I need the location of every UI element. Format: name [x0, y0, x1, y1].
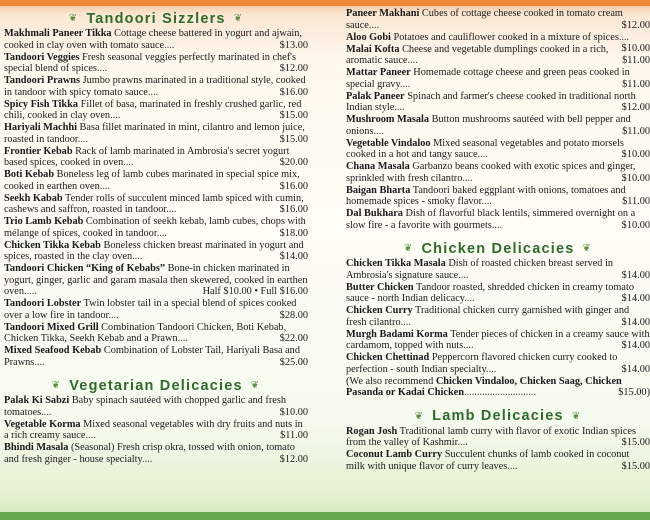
menu-item: Tandoori Mixed Grill Combination Tandoori Chicken, Boti Kebab, Chicken Tikka, Seekh Kebab and a Prawn.... $22.00: [4, 321, 308, 344]
dish-price: $10.00: [621, 43, 650, 54]
dish-price: $14.00: [621, 293, 650, 304]
dish-name: Bhindi Masala: [4, 442, 69, 453]
menu-item: Vegetable Korma Mixed seasonal vegetables with dry fruits and nuts in a rich creamy sauce.... $11.00: [4, 418, 308, 441]
dish-name: Coconut Lamb Curry: [346, 449, 443, 460]
menu-item: Makhmali Paneer Tikka Cottage cheese battered in yogurt and ajwain, cooked in clay oven with tomato sauce.... $13.00: [4, 28, 308, 51]
section-title-lamb: [346, 407, 650, 426]
dish-name: Rogan Josh: [346, 425, 398, 437]
menu-item: Chicken Chettinad Peppercorn flavored chicken curry cooked to perfection - south Indian specialty.... $14.00: [346, 352, 650, 375]
menu-item: Chicken Tikka Kebab Boneless chicken breast marinated in yogurt and spices, roasted in the clay oven.... $14.00: [4, 239, 308, 262]
menu-item: Malai Kofta Cheese and vegetable dumplings cooked in a rich, aromatic sauce.... $11.00: [346, 43, 650, 66]
dish-name: Makhmali Paneer Tikka: [4, 28, 112, 39]
dish-description: Potatoes and cauliflower cooked in a mixture of spices: [393, 31, 619, 43]
menu-item: Chicken Tikka Masala Dish of roasted chicken breast served in Ambrosia's signature sauce.... $14.00: [346, 258, 650, 281]
dish-price: $28.00: [279, 309, 308, 321]
dish-price: $15.00: [279, 133, 308, 145]
chicken-items: [346, 258, 650, 375]
dish-price: $20.00: [279, 157, 308, 168]
leaf-ornament-icon: ❦: [250, 380, 261, 391]
vegetarian-items-left: [4, 395, 308, 465]
note-price: $15.00): [618, 387, 650, 398]
dish-price: $10.00: [279, 406, 308, 418]
dish-price: $18.00: [279, 227, 308, 239]
menu-item: Chicken Curry Traditional chicken curry garnished with ginger and fresh cilantro.... $14.00: [346, 305, 650, 328]
dish-price: $25.00: [279, 356, 308, 368]
section-title-text: Vegetarian Delicacies: [69, 377, 243, 394]
menu-item: Frontier Kebab Rack of lamb marinated in Ambrosia's secret yogurt based spices, cooked in oven.... $20.00: [4, 145, 308, 168]
dish-name: Paneer Makhani: [346, 8, 420, 19]
dish-name: Spicy Fish Tikka: [4, 98, 79, 110]
dish-description: Boneless chicken breast marinated in yogurt and spices, roasted in the clay oven: [4, 239, 304, 262]
dish-price: $12.00: [621, 19, 650, 31]
dish-name: Tandoori Veggies: [4, 51, 80, 63]
dish-name: Mattar Paneer: [346, 67, 411, 78]
dish-price: $10.00: [621, 219, 650, 231]
dish-name: Mushroom Masala: [346, 114, 430, 125]
dish-description: Traditional chicken curry garnished with ginger and fresh cilantro: [346, 305, 630, 328]
dish-description: Succulent chunks of lamb cooked in coconut milk with unique flavor of curry leaves: [346, 449, 630, 472]
dish-price: $16.00: [279, 180, 308, 192]
dish-name: Tandoori Chicken “King of Kebabs”: [4, 263, 165, 274]
dish-name: Malai Kofta: [346, 43, 400, 55]
dish-description: Jumbo prawns marinated in a traditional style, cooked in tandoor with spicy tomato sauce: [4, 75, 306, 98]
dish-price: $15.00: [621, 460, 650, 472]
dish-price: $14.00: [621, 316, 650, 328]
menu-item: Rogan Josh Traditional lamb curry with flavor of exotic Indian spices from the valley of Kashmir.... $15.00: [346, 425, 650, 448]
dish-name: Vegetable Korma: [4, 418, 81, 430]
dish-description: Traditional lamb curry with flavor of exotic Indian spices from the valley of Kashmir: [346, 425, 637, 448]
dish-description: (Seasonal) Fresh crisp okra, tossed with onion, tomato and fresh ginger - house specialty: [4, 442, 295, 465]
leaf-ornament-icon: ❦: [403, 243, 414, 254]
menu-item: Boti Kebab Boneless leg of lamb cubes marinated in special spice mix, cooked in earthen oven.... $16.00: [4, 169, 308, 192]
leaf-ornament-icon: ❦: [51, 380, 62, 391]
dish-price: $12.00: [279, 453, 308, 465]
menu-item: Vegetable Vindaloo Mixed seasonal vegetables and potato morsels cooked in a hot and tangy sauce.... $10.00: [346, 137, 650, 160]
dish-price: $14.00: [621, 340, 650, 351]
leaf-ornament-icon: ❦: [414, 410, 425, 422]
dish-name: Tandoori Lobster: [4, 298, 82, 309]
dish-price: $11.00: [622, 55, 650, 66]
dish-price: Half $10.00 • Full $16.00: [202, 286, 308, 297]
dish-description: Cubes of cottage cheese cooked in tomato cream sauce: [346, 8, 623, 31]
note-dishes: Chicken Vindaloo, Chicken Saag, Chicken Pasanda or Kadai Chicken: [346, 375, 622, 398]
dish-description: Tender pieces of chicken in a creamy sauce with cardamom, topped with nuts: [346, 328, 650, 351]
menu-item: Dal Bukhara Dish of flavorful black lentils, simmered overnight on a slow fire - a favorite with gourmets.... $10.00: [346, 208, 650, 231]
section-title-text: Chicken Delicacies: [421, 240, 575, 257]
dish-description: Boneless leg of lamb cubes marinated in special spice mix, cooked in earthen oven: [4, 169, 300, 192]
dish-description: Peppercorn flavored chicken curry cooked to perfection - south Indian specialty: [346, 352, 618, 375]
dish-name: Murgh Badami Korma: [346, 328, 448, 340]
menu-item: Tandoori Chicken “King of Kebabs” Bone-in chicken marinated in yogurt, ginger, garlic and garam masala then skewered, cooked in earthen oven..... Half $10.00 • Full $16.00: [4, 263, 308, 297]
top-color-band: [0, 0, 650, 6]
dish-name: Aloo Gobi: [346, 31, 391, 43]
menu-item: Palak Paneer Spinach and farmer's cheese cooked in traditional north Indian style.... $12.00: [346, 90, 650, 113]
menu-item: Mattar Paneer Homemade cottage cheese and green peas cooked in special gravy.... $11.00: [346, 67, 650, 90]
dish-description: Fillet of basa, marinated in freshly crushed garlic, red chili, cooked in clay oven: [4, 98, 302, 121]
dish-name: Trio Lamb Kebab: [4, 216, 84, 227]
dish-price: $11.00: [280, 430, 308, 441]
section-title-text: Lamb Delicacies: [432, 408, 564, 424]
menu-item: Aloo Gobi Potatoes and cauliflower cooked in a mixture of spices.... $10.00: [346, 31, 650, 54]
dish-name: Tandoori Prawns: [4, 75, 81, 86]
menu-item: Spicy Fish Tikka Fillet of basa, marinated in freshly crushed garlic, red chili, cooked in clay oven.... $15.00: [4, 98, 308, 121]
dish-description: Spinach and farmer's cheese cooked in traditional north Indian style: [346, 90, 636, 113]
leaf-ornament-icon: ❦: [68, 13, 79, 24]
dish-name: Seekh Kabab: [4, 192, 63, 204]
dish-price: $11.00: [622, 196, 650, 207]
dish-description: Homemade cottage cheese and green peas cooked in special gravy: [346, 67, 630, 90]
dish-name: Boti Kebab: [4, 169, 55, 180]
dish-price: $22.00: [279, 333, 308, 344]
dish-description: Combination of Lobster Tail, Hariyali Basa and Prawns: [4, 345, 300, 368]
dish-description: Bone-in chicken marinated in yogurt, ginger, garlic and garam masala then skewered, cooked in earthen oven.: [4, 263, 308, 297]
section-title-chicken: [346, 239, 650, 258]
dish-name: Tandoori Mixed Grill: [4, 321, 99, 333]
menu-item: Seekh Kabab Tender rolls of succulent minced lamb spiced with cumin, cashews and saffron, roasted in tandoor.... $16.00: [4, 192, 308, 215]
section-title-vegetarian: [4, 376, 308, 395]
chicken-recommendation-note: (We also recommend Chicken Vindaloo, Chicken Saag, Chicken Pasanda or Kadai Chicken............................ $15.00): [346, 375, 650, 398]
dish-name: Frontier Kebab: [4, 145, 73, 157]
menu-item: Tandoori Prawns Jumbo prawns marinated in a traditional style, cooked in tandoor with spicy tomato sauce.... $16.00: [4, 75, 308, 98]
dish-price: $13.00: [279, 39, 308, 51]
menu-left-column: [4, 8, 308, 466]
menu-item: Butter Chicken Tandoor roasted, shredded chicken in creamy tomato sauce - north Indian delicacy.... $14.00: [346, 281, 650, 304]
menu-item: Bhindi Masala (Seasonal) Fresh crisp okra, tossed with onion, tomato and fresh ginger - house specialty.... $12.00: [4, 442, 308, 465]
dish-price: $15.00: [621, 437, 650, 448]
dish-description: Basa fillet marinated in mint, cilantro and lemon juice, roasted in tandoor: [4, 122, 305, 145]
dish-name: Palak Ki Sabzi: [4, 395, 70, 406]
dish-name: Vegetable Vindaloo: [346, 137, 431, 149]
dish-description: Garbanzo beans cooked with exotic spices and ginger, sprinkled with fresh cilantro: [346, 161, 636, 184]
note-prefix: (We also recommend: [346, 375, 434, 387]
dish-name: Mixed Seafood Kebab: [4, 345, 102, 356]
dish-description: Tandoor roasted, shredded chicken in creamy tomato sauce - north Indian delicacy: [346, 281, 635, 304]
bottom-color-band: [0, 512, 650, 520]
dish-description: Mixed seasonal vegetables and potato morsels cooked in a hot and tangy sauce: [346, 137, 624, 160]
dish-name: Hariyali Machhi: [4, 122, 77, 133]
leaf-ornament-icon: ❦: [571, 410, 582, 422]
menu-item: Tandoori Lobster Twin lobster tail in a special blend of spices cooked over a low fire in tandoor.... $28.00: [4, 298, 308, 321]
dish-name: Butter Chicken: [346, 281, 414, 293]
menu-item: Mushroom Masala Button mushrooms sautéed with bell pepper and onions.... $11.00: [346, 114, 650, 137]
section-title-text: Tandoori Sizzlers: [86, 10, 226, 27]
dish-description: Combination of seekh kebab, lamb cubes, chops with mélange of spices, cooked in tandoor: [4, 216, 306, 239]
tandoori-items: [4, 28, 308, 368]
dish-description: Rack of lamb marinated in Ambrosia's secret yogurt based spices, cooked in oven: [4, 145, 290, 168]
leaf-ornament-icon: ❦: [233, 13, 244, 24]
dish-name: Chicken Tikka Kebab: [4, 239, 101, 251]
dish-description: Dish of roasted chicken breast served in Ambrosia's signature sauce: [346, 258, 614, 281]
leaf-ornament-icon: ❦: [582, 243, 593, 254]
menu-item: Murgh Badami Korma Tender pieces of chicken in a creamy sauce with cardamom, topped with nuts.... $14.00: [346, 328, 650, 351]
dish-description: Mixed seasonal vegetables with dry fruits and nuts in a rich creamy sauce: [4, 418, 303, 441]
menu-item: Palak Ki Sabzi Baby spinach sautéed with chopped garlic and fresh tomatoes.... $10.00: [4, 395, 308, 418]
dish-price: $12.00: [621, 102, 650, 113]
dish-name: Chicken Chettinad: [346, 352, 430, 363]
dish-description: Tandoori baked eggplant with onions, tomatoes and homemade spices - smoky flavor: [346, 184, 626, 207]
dish-price: $10.00: [621, 149, 650, 160]
menu-item: Chana Masala Garbanzo beans cooked with exotic spices and ginger, sprinkled with fresh cilantro.... $10.00: [346, 161, 650, 184]
dish-description: Combination Tandoori Chicken, Boti Kebab, Chicken Tikka, Seekh Kebab and a Prawn: [4, 321, 287, 344]
menu-item: Mixed Seafood Kebab Combination of Lobster Tail, Hariyali Basa and Prawns.... $25.00: [4, 345, 308, 368]
dish-price: $10.00: [621, 172, 650, 184]
dish-description: Dish of flavorful black lentils, simmered overnight on a slow fire - a favorite with gourmets: [346, 208, 636, 231]
menu-item: Tandoori Veggies Fresh seasonal veggies perfectly marinated in chef's special blend of spices.... $12.00: [4, 51, 308, 74]
dish-price: $11.00: [622, 78, 650, 90]
dish-name: Chicken Tikka Masala: [346, 258, 446, 269]
dish-description: Twin lobster tail in a special blend of spices cooked over a low fire in tandoor: [4, 298, 297, 321]
dish-name: Palak Paneer: [346, 90, 405, 102]
lamb-items: [346, 426, 650, 473]
dish-description: Button mushrooms sautéed with bell pepper and onions: [346, 114, 631, 137]
section-title-tandoori: [4, 9, 308, 28]
dish-description: Cottage cheese battered in yogurt and ajwain, cooked in clay oven with tomato sauce: [4, 28, 303, 51]
dish-price: $14.00: [621, 269, 650, 281]
dish-description: Tender rolls of succulent minced lamb spiced with cumin, cashews and saffron, roasted in tandoor: [4, 192, 304, 215]
dish-price: $16.00: [279, 86, 308, 98]
menu-item: Coconut Lamb Curry Succulent chunks of lamb cooked in coconut milk with unique flavor of curry leaves.... $15.00: [346, 449, 650, 472]
menu-item: Baigan Bharta Tandoori baked eggplant with onions, tomatoes and homemade spices - smoky flavor.... $11.00: [346, 184, 650, 207]
menu-right-column: [346, 8, 650, 473]
dish-description: Fresh seasonal veggies perfectly marinated in chef's special blend of spices: [4, 51, 297, 74]
dish-price: $14.00: [621, 363, 650, 375]
dish-price: $15.00: [279, 110, 308, 121]
menu-item: Hariyali Machhi Basa fillet marinated in mint, cilantro and lemon juice, roasted in tandoor.... $15.00: [4, 122, 308, 145]
menu-item: Paneer Makhani Cubes of cottage cheese cooked in tomato cream sauce.... $12.00: [346, 8, 650, 31]
dish-name: Chicken Curry: [346, 305, 413, 316]
dish-price: $14.00: [279, 251, 308, 262]
vegetarian-items-right: [346, 8, 650, 231]
dish-price: $12.00: [279, 63, 308, 74]
dish-price: $11.00: [622, 125, 650, 137]
dish-name: Baigan Bharta: [346, 184, 411, 196]
dish-description: Cheese and vegetable dumplings cooked in a rich, aromatic sauce: [346, 43, 609, 66]
menu-item: Trio Lamb Kebab Combination of seekh kebab, lamb cubes, chops with mélange of spices, cooked in tandoor.... $18.00: [4, 216, 308, 239]
dish-name: Dal Bukhara: [346, 208, 403, 219]
dish-name: Chana Masala: [346, 161, 410, 172]
dish-description: Baby spinach sautéed with chopped garlic and fresh tomatoes: [4, 395, 286, 418]
dish-price: $16.00: [279, 204, 308, 215]
